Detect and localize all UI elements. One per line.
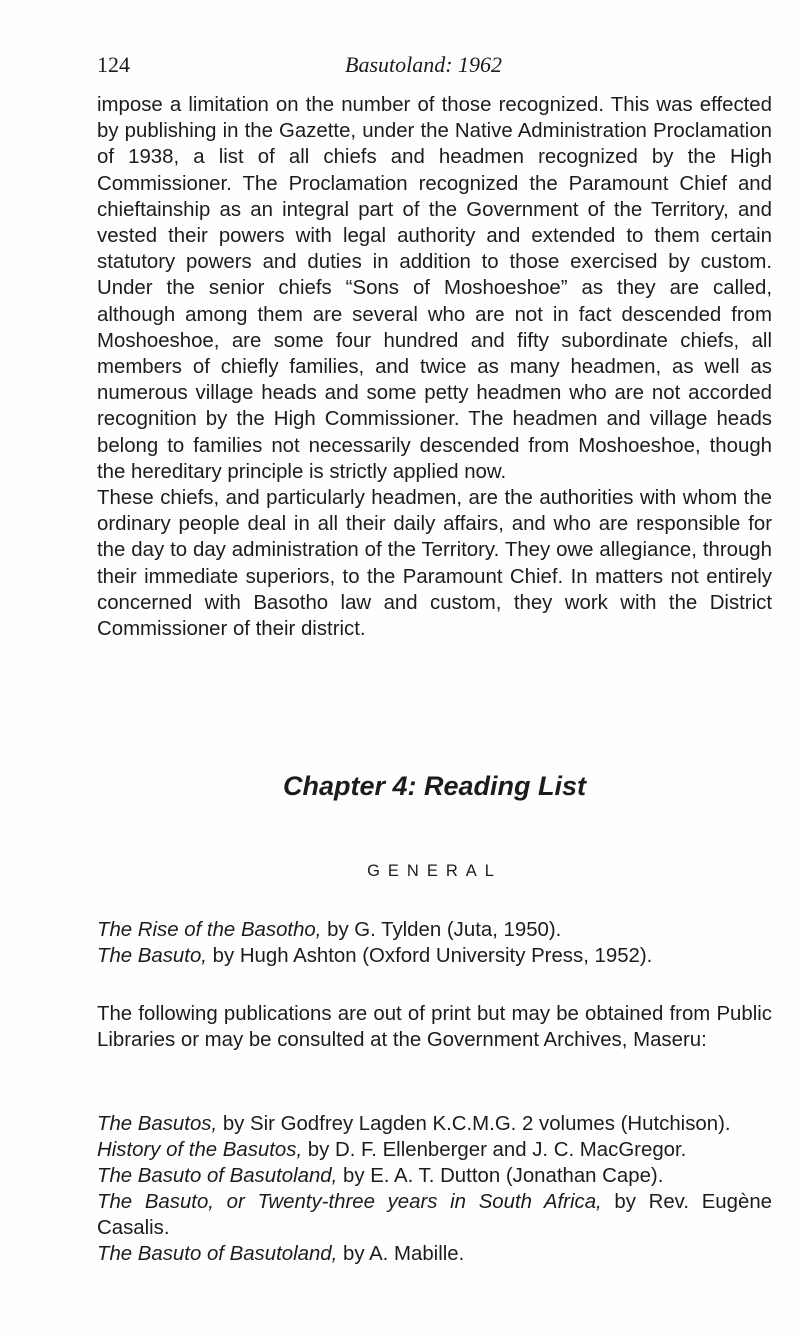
- chapter-title: Chapter 4: Reading List: [282, 771, 587, 801]
- book-details: by Hugh Ashton (Oxford University Press, 1952).: [206, 945, 653, 967]
- out-of-print-note: [97, 1001, 772, 1053]
- reading-list-general: [97, 917, 772, 969]
- book-title: The Basuto of Basutoland,: [97, 1243, 338, 1265]
- note-text: The following publications are out of print but may be obtained from Public Libraries or may be consulted at the Government Archives, Maseru:: [97, 1003, 772, 1051]
- book-page: [97, 52, 772, 1265]
- paragraph: These chiefs, and particularly headmen, are the authorities with whom the ordinary people deal in all their daily affairs, and who are responsible for the day to day administration of the Territory. They owe allegiance, through their immediate superiors, to the Paramount Chief. In matters not entirely concerned with Basotho law and custom, they work with the District Commissioner of their district.: [97, 487, 772, 641]
- reading-list-out-of-print: [97, 1111, 772, 1267]
- book-title: The Basuto,: [97, 945, 207, 967]
- book-details: by A. Mabille.: [337, 1243, 465, 1265]
- section-heading: GENERAL: [367, 862, 502, 880]
- book-title: The Basuto of Basutoland,: [97, 1165, 338, 1187]
- book-title: The Basutos,: [97, 1113, 218, 1135]
- book-title: The Basuto, or Twenty-three years in South Africa,: [97, 1191, 602, 1213]
- page-header: [97, 52, 772, 92]
- page-number: 124: [97, 52, 130, 77]
- list-item: [97, 943, 772, 969]
- book-details: by D. F. Ellenberger and J. C. MacGregor.: [302, 1139, 687, 1161]
- book-title: History of the Basutos,: [97, 1139, 303, 1161]
- body-text: [97, 92, 772, 642]
- book-title: The Rise of the Basotho,: [97, 919, 322, 941]
- list-item: [97, 917, 772, 943]
- list-item: [97, 1163, 772, 1189]
- list-item: [97, 1111, 772, 1137]
- book-details: by Rev. Eugène Casalis.: [97, 1191, 772, 1239]
- list-item: [97, 1241, 772, 1267]
- book-details: by G. Tylden (Juta, 1950).: [321, 919, 562, 941]
- list-item: [97, 1189, 772, 1241]
- list-item: [97, 1137, 772, 1163]
- paragraph: impose a limitation on the number of those recognized. This was effected by publishing in the Gazette, under the Native Administration Proclamation of 1938, a list of all chiefs and headmen recognized by the High Commissioner. The Proclamation recognized the Paramount Chief and chieftainship as an integral part of the Government of the Territory, and vested their powers with legal authority and extended to them certain statutory powers and duties in addition to those exercised by custom. Under the senior chiefs “Sons of Moshoeshoe” as they are called, although among them are several who are not in fact descended from Moshoeshoe, are some four hundred and fifty subordinate chiefs, all members of chiefly families, and twice as many headmen, as well as numerous village heads and some petty headmen who are not accorded recognition by the High Commissioner. The headmen and village heads belong to families not necessarily descended from Moshoeshoe, though the hereditary principle is strictly applied now.: [97, 94, 772, 483]
- running-head: Basutoland: 1962: [345, 52, 503, 77]
- book-details: by Sir Godfrey Lagden K.C.M.G. 2 volumes (Hutchison).: [217, 1113, 731, 1135]
- book-details: by E. A. T. Dutton (Jonathan Cape).: [337, 1165, 664, 1187]
